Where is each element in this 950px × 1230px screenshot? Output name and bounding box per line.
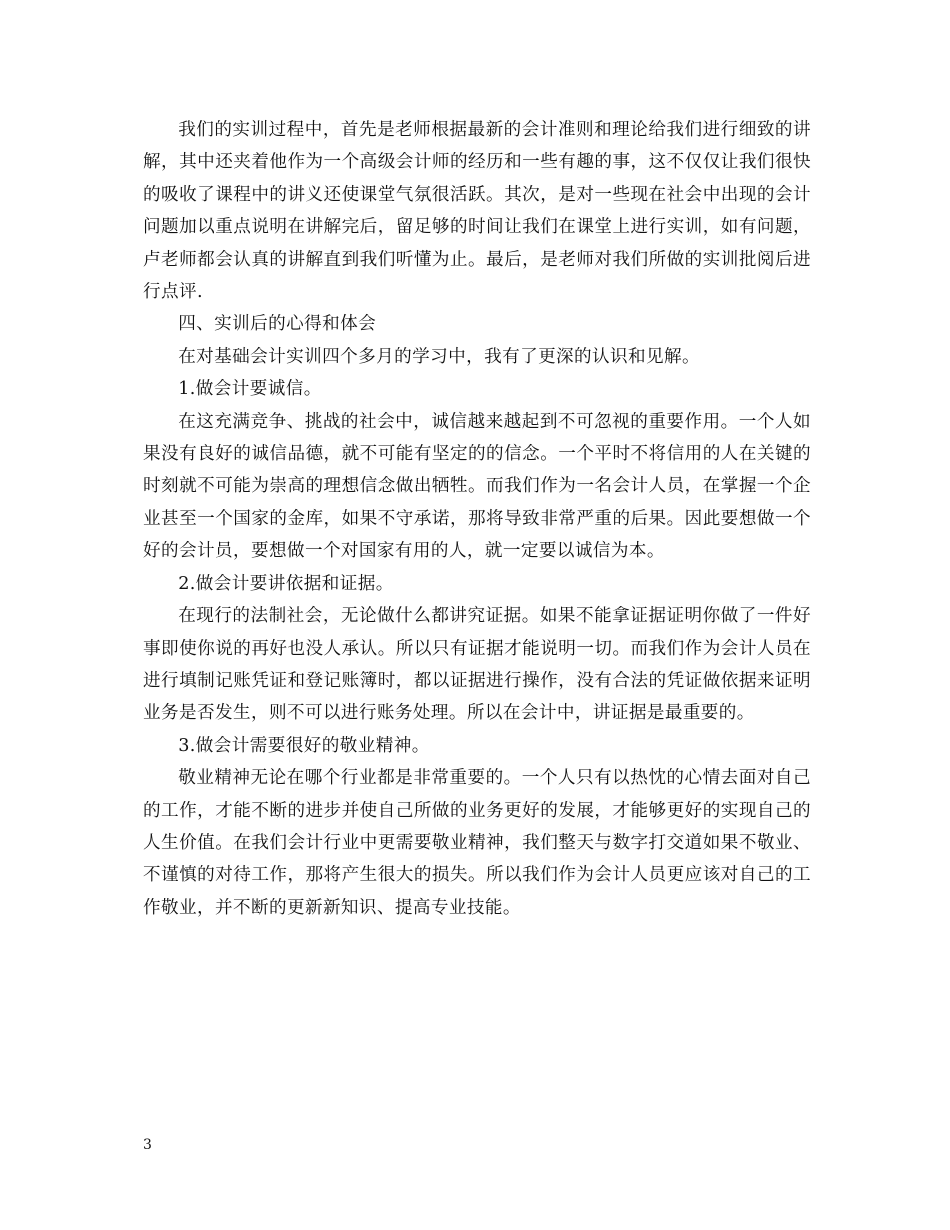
section-heading-reflections: 四、实训后的心得和体会	[178, 314, 377, 335]
paragraph-evidence: 在现行的法制社会，无论做什么都讲究证据。如果不能拿证据证明你做了一件好事即使你说的再好也没人承认。所以只有证据才能说明一切。而我们作为会计人员在进行填制记账凭证和登记账簿时，都以证据进行操作，没有合法的凭证做依据来证明业务是否发生，则不可以进行账务处理。所以在会计中，讲证据是最重要的。	[143, 606, 811, 724]
point-heading-evidence: 2.做会计要讲依据和证据。	[178, 573, 394, 594]
paragraph-integrity: 在这充满竞争、挑战的社会中，诚信越来越起到不可忽视的重要作用。一个人如果没有良好的诚信品德，就不可能有坚定的的信念。一个平时不将信用的人在关键的时刻就不可能为崇高的理想信念做出牺牲。而我们作为一名会计人员，在掌握一个企业甚至一个国家的金库，如果不守承诺，那将导致非常严重的后果。因此要想做一个好的会计员，要想做一个对国家有用的人，就一定要以诚信为本。	[143, 411, 811, 562]
paragraph-training-process: 我们的实训过程中，首先是老师根据最新的会计准则和理论给我们进行细致的讲解，其中还夹着他作为一个高级会计师的经历和一些有趣的事，这不仅仅让我们很快的吸收了课程中的讲义还使课堂气氛很活跃。其次，是对一些现在社会中出现的会计问题加以重点说明在讲解完后，留足够的时间让我们在课堂上进行实训，如有问题，卢老师都会认真的讲解直到我们听懂为止。最后，是老师对我们所做的实训批阅后进行点评.	[143, 120, 811, 303]
point-heading-dedication: 3.做会计需要很好的敬业精神。	[178, 735, 430, 756]
paragraph-dedication: 敬业精神无论在哪个行业都是非常重要的。一个人只有以热忱的心情去面对自己的工作，才能不断的进步并使自己所做的业务更好的发展，才能够更好的实现自己的人生价值。在我们会计行业中更需要敬业精神，我们整天与数字打交道如果不敬业、不谨慎的对待工作，那将产生很大的损失。所以我们作为会计人员更应该对自己的工作敬业，并不断的更新新知识、提高专业技能。	[143, 768, 811, 918]
document-body	[143, 114, 811, 924]
page-number: 3	[143, 1137, 152, 1153]
point-heading-integrity: 1.做会计要诚信。	[178, 379, 322, 400]
paragraph-intro-reflections: 在对基础会计实训四个多月的学习中，我有了更深的认识和见解。	[178, 346, 701, 367]
